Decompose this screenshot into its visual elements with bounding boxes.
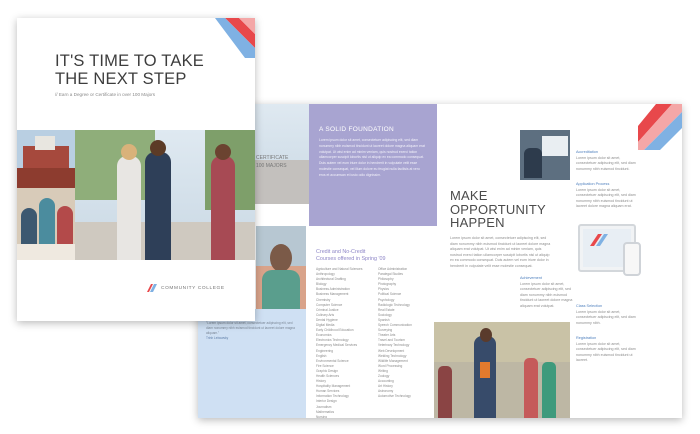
course-item: Anthropology xyxy=(316,272,335,277)
application-block xyxy=(576,182,636,210)
courses-title-line1: Credit and No-Credit xyxy=(316,249,366,255)
course-list-col1 xyxy=(316,267,362,418)
course-item: Electronics Technology xyxy=(316,338,349,343)
course-item: Automotive Technology xyxy=(378,394,411,399)
class-selection-label: Class Selection xyxy=(576,304,603,308)
achievement-text: Lorem ipsum dolor sit amet, consectetuer adipiscing elit, sed diam nonummy nibh euismod tincidunt ut laoreet dolore magna aliquam erat volutpat. xyxy=(520,281,573,308)
course-item: Chemistry xyxy=(316,297,331,302)
course-item: Journalism xyxy=(316,404,332,409)
college-logo-icon xyxy=(147,284,157,292)
cover-title-line1: IT'S TIME TO TAKE xyxy=(55,52,204,70)
accreditation-text: Lorem ipsum dolor sit amet, consectetuer adipiscing elit, sed diam nonummy nibh euismod tincidunt. xyxy=(576,155,636,171)
walking-students-photo xyxy=(75,130,255,260)
college-logo xyxy=(147,284,225,292)
course-item: Astronomy xyxy=(378,389,394,394)
accreditation-label: Accreditation xyxy=(576,150,598,154)
course-item: Graphic Design xyxy=(316,368,338,373)
course-item: Physics xyxy=(378,287,389,292)
course-item: Dental Hygiene xyxy=(316,317,338,322)
course-item: Economics xyxy=(316,333,332,338)
course-item: Biology xyxy=(316,282,327,287)
phone-mockup xyxy=(623,242,641,276)
course-item: Art History xyxy=(378,384,393,389)
application-label: Application Process xyxy=(576,182,610,186)
course-item: Accounting xyxy=(378,379,394,384)
class-selection-block xyxy=(576,304,636,326)
testimonial-quote: "Lorem ipsum dolor sit amet, consectetuer adipiscing elit, sed diam nonummy nibh euismod tincidunt ut laoreet dolore magna aliquam." xyxy=(206,321,295,335)
course-item: Radiologic Technology xyxy=(378,302,410,307)
course-item: English xyxy=(316,353,327,358)
registration-label: Registration xyxy=(576,336,597,340)
solid-foundation-title: A SOLID FOUNDATION xyxy=(319,126,394,133)
inside-spread xyxy=(198,104,682,418)
course-item: Web Development xyxy=(378,348,405,353)
student-portrait-photo xyxy=(256,226,306,309)
course-item: Emergency Medical Services xyxy=(316,343,358,348)
course-item: Word Processing xyxy=(378,363,403,368)
students-group-photo xyxy=(434,322,570,418)
cover-subtitle: // Earn a Degree or Certificate in over 100 Majors xyxy=(55,92,156,97)
course-item: Mathematics xyxy=(316,409,335,414)
course-item: Agriculture and Natural Sciences xyxy=(316,267,363,271)
course-item: Criminal Justice xyxy=(316,307,339,312)
quote-panel xyxy=(198,309,306,418)
testimonial-author: Trinh Lebowsky xyxy=(206,336,229,340)
course-item: History xyxy=(316,379,326,384)
course-item: Early Childhood Education xyxy=(316,328,354,333)
course-item: Spanish xyxy=(378,317,390,322)
course-item: Real Estate xyxy=(378,307,395,312)
course-item: Travel and Tourism xyxy=(378,338,405,343)
course-item: Speech Communication xyxy=(378,323,412,328)
course-item: Office Administration xyxy=(378,267,408,271)
course-item: Health Sciences xyxy=(316,373,340,378)
course-item: Theater Arts xyxy=(378,333,396,338)
achievement-label: Achievement xyxy=(520,276,542,280)
course-item: Surveying xyxy=(378,328,393,333)
cover-title-line2: THE NEXT STEP xyxy=(55,70,187,88)
solid-foundation-box xyxy=(309,104,437,226)
course-item: Photography xyxy=(378,282,397,287)
application-text: Lorem ipsum dolor sit amet, consectetuer adipiscing elit, sed diam nonummy nibh euismod tincidunt ut laoreet dolore magna aliquam erat. xyxy=(576,187,636,209)
course-item: Nursing xyxy=(316,414,327,418)
course-item: Human Services xyxy=(316,389,340,394)
course-item: Architectural Drafting xyxy=(316,277,346,282)
course-item: Information Technology xyxy=(316,394,349,399)
course-item: Sociology xyxy=(378,312,392,317)
cover-title xyxy=(55,52,245,88)
solid-foundation-text: Lorem ipsum dolor sit amet, consectetuer adipiscing elit, sed diam nonummy nibh euismod tincidunt ut laoreet dolore magna aliquam erat volutpat. Ut wisi enim ad minim veniam, quis nostrud exerci tation ullamcorper suscipit lobortis nisl ut aliquip ex ea commodo consequat. Duis autem vel eum iriure dolor in hendrerit in vulputate velit esse molestie consequat, vel illum dolore eu feugiat nulla facilisis at vero eros et accumsan et iusto odio dignissim. xyxy=(319,138,425,177)
brochure-cover xyxy=(17,18,255,321)
course-item: Wildlife Management xyxy=(378,358,408,363)
classroom-photo xyxy=(520,130,570,180)
course-item: Business Management xyxy=(316,292,349,297)
registration-block xyxy=(576,336,636,364)
course-item: Hospitality Management xyxy=(316,384,351,389)
course-item: Interior Design xyxy=(316,399,337,404)
campus-building-photo xyxy=(17,130,75,188)
certificate-heading: CERTIFICATE xyxy=(256,155,289,161)
study-group-photo xyxy=(17,188,75,260)
headline-line1: MAKE xyxy=(450,188,488,203)
headline-line2: OPPORTUNITY xyxy=(450,201,546,217)
course-item: Zoology xyxy=(378,373,390,378)
course-item: Political Science xyxy=(378,292,402,297)
course-item: Business Administration xyxy=(316,287,350,292)
course-item: Paralegal Studies xyxy=(378,272,403,277)
course-item: Culinary Arts xyxy=(316,312,335,317)
course-item: Psychology xyxy=(378,297,395,302)
course-item: Writing xyxy=(378,368,388,373)
course-list-col2 xyxy=(378,267,412,399)
device-screen-logo-icon xyxy=(590,234,610,246)
accent-stripes-icon xyxy=(638,104,682,150)
opportunity-headline xyxy=(450,189,546,230)
course-item: Digital Media xyxy=(316,323,335,328)
achievement-block xyxy=(520,276,576,310)
opportunity-body: Lorem ipsum dolor sit amet, consectetuer adipiscing elit, sed diam nonummy nibh euismod tincidunt ut laoreet dolore magna aliquam erat volutpat. Ut wisi enim ad minim veniam, quis nostrud exerci tation ullamcorper suscipit lobortis nisl ut aliquip ex ea commodo consequat. Duis autem vel eum iriure dolor in hendrerit in vulputate velit esse molestie consequat. xyxy=(450,236,551,268)
accreditation-block xyxy=(576,150,636,172)
courses-title-line2: Courses offered in Spring '09 xyxy=(316,256,386,262)
course-item: Welding Technology xyxy=(378,353,407,358)
headline-line3: HAPPEN xyxy=(450,215,505,230)
registration-text: Lorem ipsum dolor sit amet, consectetuer adipiscing elit, sed diam nonummy nibh euismod tincidunt ut laoreet. xyxy=(576,341,636,363)
course-item: Veterinary Technology xyxy=(378,343,410,348)
course-item: Philosophy xyxy=(378,277,394,282)
course-item: Fire Science xyxy=(316,363,334,368)
majors-heading: 100 MAJORS xyxy=(256,163,287,169)
class-selection-text: Lorem ipsum dolor sit amet, consectetuer adipiscing elit, sed diam nonummy nibh. xyxy=(576,309,636,325)
course-item: Environmental Science xyxy=(316,358,349,363)
course-item: Computer Science xyxy=(316,302,343,307)
college-logo-text: COMMUNITY COLLEGE xyxy=(161,285,225,291)
course-item: Engineering xyxy=(316,348,334,353)
courses-title xyxy=(316,249,386,263)
